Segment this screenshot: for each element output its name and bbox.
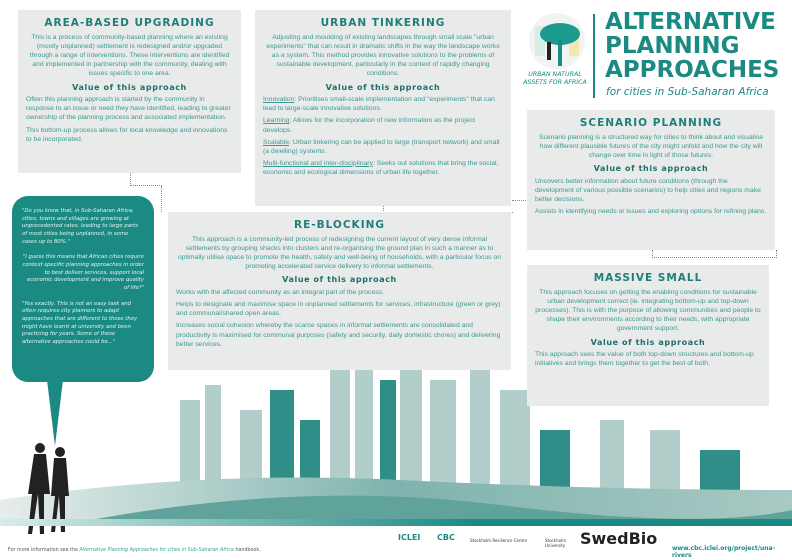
panel-description: This approach is a community-led process of redesigning the current layout of very dense informal settlements by grouping shacks into clusters and re-organising the ground plan in such a manner as to optimally utilise space to promote the health, safety and well-being of households, with a particular focus on promoting accelerated service delivery to informal settlements.	[177, 236, 502, 271]
value-item: Helps to designate and maximise space in unplanned settlements for services, infrastructure (green or grey) and communal/shared open areas.	[176, 301, 501, 318]
panel-description: This approach focuses on getting the enabling conditions for sustainable urban development correct (ie. integrating bottom-up and top-down processes). This is with the purpose of allowing communities and people to shape their environments according to their needs, with appropriate government support.	[535, 289, 761, 333]
value-heading: Value of this approach	[325, 82, 441, 92]
massive-small-panel	[527, 265, 769, 406]
value-item: Learning: Allows for the incorporation of new information as the project develops.	[263, 117, 475, 134]
value-heading: Value of this approach	[593, 164, 709, 174]
src-logo: Stockholm Resilience Centre	[470, 538, 528, 543]
cbc-logo: CBC	[437, 533, 455, 542]
connector	[652, 250, 777, 258]
value-item: This approach sees the value of both top-down structures and bottom-up initiatives and brings them together to get the best of both.	[535, 351, 754, 368]
connector	[130, 172, 162, 186]
panel-description: This is a process of community-based planning where an existing (mostly unplanned) settlement is redesigned and/or upgraded through a range of interventions. These interventions are identified and implemented in partnership with the community, dealing with issues specific to one area.	[29, 34, 230, 78]
panel-title: RE-BLOCKING	[293, 219, 386, 231]
handbook-link[interactable]: Alternative Planning Approaches for cities in Sub-Saharan Africa	[79, 548, 234, 553]
panel-description: Adjusting and moulding of existing landscapes through small scale "urban experiments" that can result in dramatic shifts in the way the landscape works as a system. This method provides innovative solutions to the problems of sustainable development, particularly in the context of rapidly changing conditions.	[266, 34, 500, 78]
page-title: ALTERNATIVE PLANNING APPROACHES	[605, 9, 780, 83]
scenario-planning-panel	[527, 110, 775, 250]
logo-text: URBAN NATURAL ASSETS FOR AFRICA	[523, 71, 587, 87]
value-item: This bottom-up process allows for local knowledge and innovations to be incorporated.	[26, 126, 228, 143]
connector	[161, 186, 162, 212]
panel-title: SCENARIO PLANNING	[579, 117, 723, 129]
value-item: Scalable: Urban tinkering can be applied to large (transport network) and small (a dwelling) systems.	[263, 138, 500, 155]
project-url[interactable]: www.cbc.iclei.org/project/una-rivers	[672, 545, 776, 559]
footer-note: For more information see the Alternative Planning Approaches for cities in Sub-Saharan Africa handbook.	[8, 548, 261, 553]
panel-title: MASSIVE SMALL	[593, 272, 703, 284]
urban-tinkering-panel	[255, 10, 511, 206]
value-heading: Value of this approach	[590, 337, 706, 347]
divider	[593, 14, 595, 98]
panel-title: AREA-BASED UPGRADING	[44, 17, 215, 29]
value-item: Often this planning approach is started by the community in response to an issue or need they have identified, leading to greater ownership of the planning process and associated implementation.	[26, 96, 231, 122]
footer-bar	[0, 519, 792, 526]
su-logo: Stockholm University	[545, 538, 567, 548]
bubble-quote: "Do you know that, in Sub-Saharan Africa, cities, towns and villages are growing at unprecedented rates, leading to large parts of most cities being unplanned, in some cases up to 80%."	[22, 208, 138, 245]
value-heading: Value of this approach	[72, 82, 187, 92]
value-item: Innovation: Prioritises small-scale implementation and "experiments" that can lead to large-scale innovative solutions.	[263, 96, 495, 113]
value-item: Works with the affected community as an integral part of the process.	[176, 289, 384, 297]
value-heading: Value of this approach	[282, 275, 397, 285]
page-subtitle: for cities in Sub-Saharan Africa	[606, 86, 769, 98]
bubble-quote: "I guess this means that African cities require context specific planning approaches in order to best deliver services, support local economic development and improve quality of life?"	[22, 254, 144, 292]
value-item: Uncovers better information about future conditions (through the development of various possible scenarios) to help cities and regions make better decisions.	[535, 178, 761, 204]
speech-bubble	[12, 196, 154, 382]
area-based-upgrading-panel	[18, 10, 241, 173]
value-item: Multi-functional and inter-disciplinary: Seeks out solutions that bring the social, economic and ecological dimensions of urban life together.	[263, 159, 499, 176]
value-item: Assists in identifying needs or issues and exploring options for refining plans.	[535, 208, 767, 216]
speech-bubble-tail	[47, 380, 63, 446]
re-blocking-panel	[168, 212, 511, 370]
panel-description: Scenario planning is a structured way for cities to think about and visualise how different plausible futures of the city might unfold and how the city will change over time in light of those futures.	[538, 134, 764, 160]
iclei-logo: ICLEI	[398, 533, 421, 542]
value-item: Increases social cohesion whereby the scarce spaces in informal settlements are consolidated and productivity is maximised for communal purposes (safety and security, daily domestic chores) and delivering better services.	[176, 322, 501, 348]
una-logo	[527, 12, 587, 70]
bubble-quote: "Yes exactly. This is not an easy task and often requires city planners to adapt approaches that are different to those they might have learnt at university and been practicing for years. Some of these alternative approaches could be..."	[22, 300, 138, 346]
panel-title: URBAN TINKERING	[320, 17, 446, 29]
connector	[512, 200, 528, 201]
swedbio-logo: SwedBio	[580, 529, 658, 548]
